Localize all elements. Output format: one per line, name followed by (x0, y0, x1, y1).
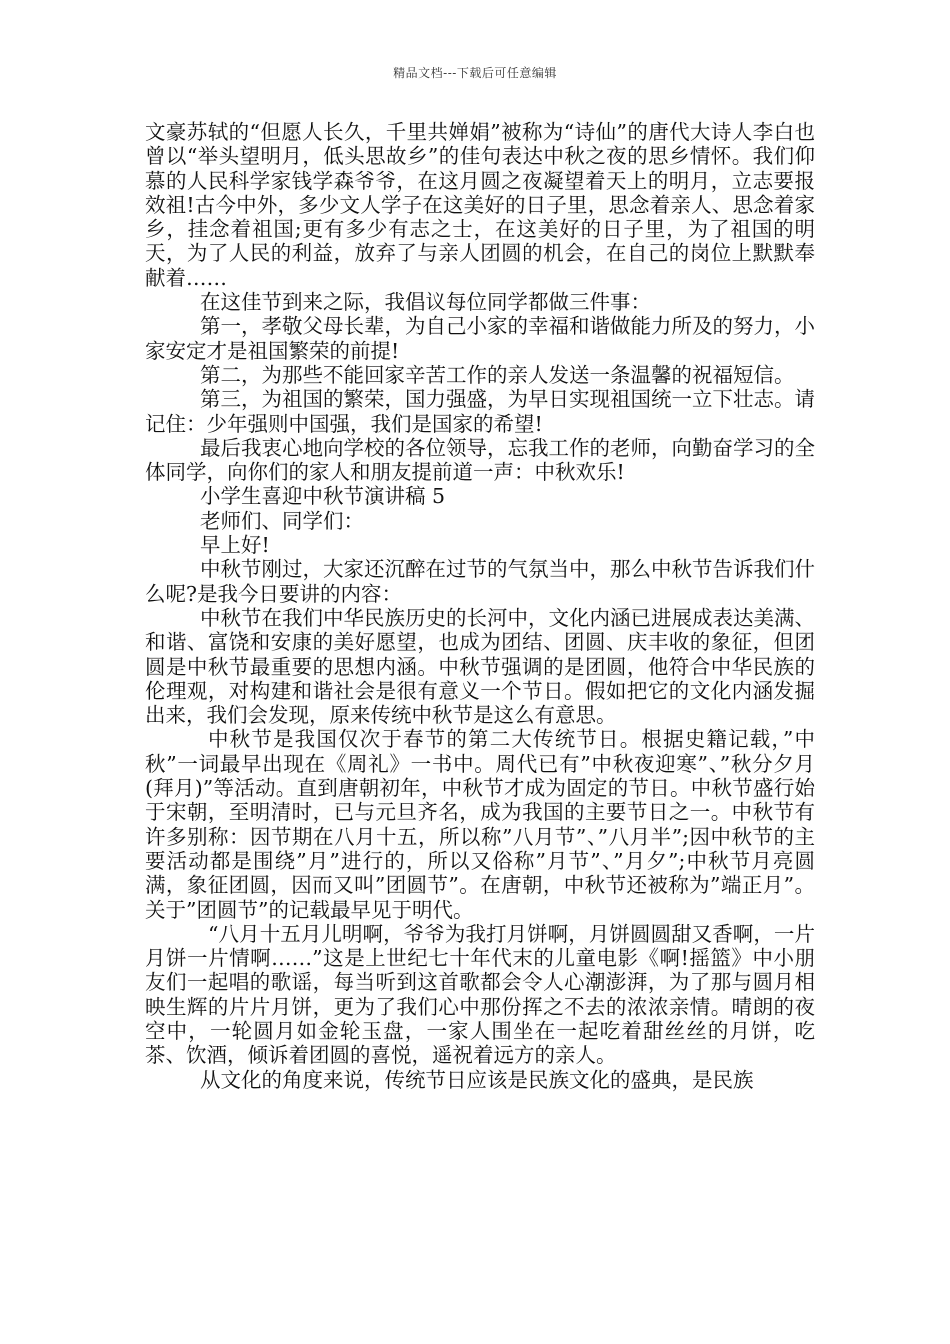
paragraph: 中秋节是我国仅次于春节的第二大传统节日。根据史籍记载，”中秋”一词最早出现在《周礼》一书中。周代已有”中秋夜迎寒”、”秋分夕月(拜月)”等活动。直到唐朝初年，中秋节才成为固定的节日。中秋节盛行始于宋朝，至明清时，已与元旦齐名，成为我国的主要节日之一。中秋节有许多别称：因节期在八月十五，所以称”八月节”、”八月半”;因中秋节的主要活动都是围绕”月”进行的，所以又俗称”月节”、”月夕”;中秋节月亮圆满，象征团圆，因而又叫”团圆节”。在唐朝，中秋节还被称为”端正月”。关于”团圆节”的记载最早见于明代。 (145, 727, 815, 922)
paragraph: 在这佳节到来之际，我倡议每位同学都做三件事： (200, 290, 651, 315)
paragraph: “八月十五月儿明啊，爷爷为我打月饼啊，月饼圆圆甜又香啊，一片月饼一片情啊……”这是上世纪七十年代末的儿童电影《啊!摇篮》中小朋友们一起唱的歌谣，每当听到这首歌都会令人心潮澎湃，为了那与圆月相映生辉的片片月饼，更为了我们心中那份挥之不去的浓浓亲情。晴朗的夜空中，一轮圆月如金轮玉盘，一家人围坐在一起吃着甜丝丝的月饼，吃茶、饮酒，倾诉着团圆的喜悦，遥祝着远方的亲人。 (145, 921, 815, 1068)
salutation: 老师们、同学们： (200, 508, 364, 533)
paragraph: 从文化的角度来说，传统节日应该是民族文化的盛典，是民族 (200, 1067, 754, 1092)
document-body (145, 120, 815, 1092)
paragraph: 中秋节在我们中华民族历史的长河中，文化内涵已进展成表达美满、和谐、富饶和安康的美好愿望，也成为团结、团圆、庆丰收的象征，但团圆是中秋节最重要的思想内涵。中秋节强调的是团圆，他符合中华民族的伦理观，对构建和谐社会是很有意义一个节日。假如把它的文化内涵发掘出来，我们会发现，原来传统中秋节是这么有意思。 (145, 605, 815, 728)
paragraph: 最后我衷心地向学校的各位领导，忘我工作的老师，向勤奋学习的全体同学，向你们的家人和朋友提前道一声：中秋欢乐! (145, 435, 815, 485)
paragraph: 第三，为祖国的繁荣，国力强盛，为早日实现祖国统一立下壮志。请记住：少年强则中国强，我们是国家的希望! (145, 387, 815, 436)
paragraph: 第二，为那些不能回家辛苦工作的亲人发送一条温馨的祝福短信。 (200, 362, 795, 387)
speech-title: 小学生喜迎中秋节演讲稿 5 (200, 484, 446, 509)
greeting: 早上好! (200, 533, 270, 558)
paragraph: 文豪苏轼的“但愿人长久，千里共婵娟”被称为“诗仙”的唐代大诗人李白也曾以“举头望明月，低头思故乡”的佳句表达中秋之夜的思乡情怀。我们仰慕的人民科学家钱学森爷爷，在这月圆之夜凝望着天上的明月，立志要报效祖!古今中外，多少文人学子在这美好的日子里，思念着亲人、思念着家乡，挂念着祖国;更有多少有志之士，在这美好的日子里，为了祖国的明天，为了人民的利益，放弃了与亲人团圆的机会，在自己的岗位上默默奉献着…… (145, 120, 815, 290)
paragraph: 中秋节刚过，大家还沉醉在过节的气氛当中，那么中秋节告诉我们什么呢?是我今日要讲的内容： (145, 557, 815, 606)
paragraph: 第一，孝敬父母长辈，为自己小家的幸福和谐做能力所及的努力，小家安定才是祖国繁荣的前提! (145, 314, 815, 363)
page-header: 精品文档---下载后可任意编辑 (393, 66, 557, 80)
